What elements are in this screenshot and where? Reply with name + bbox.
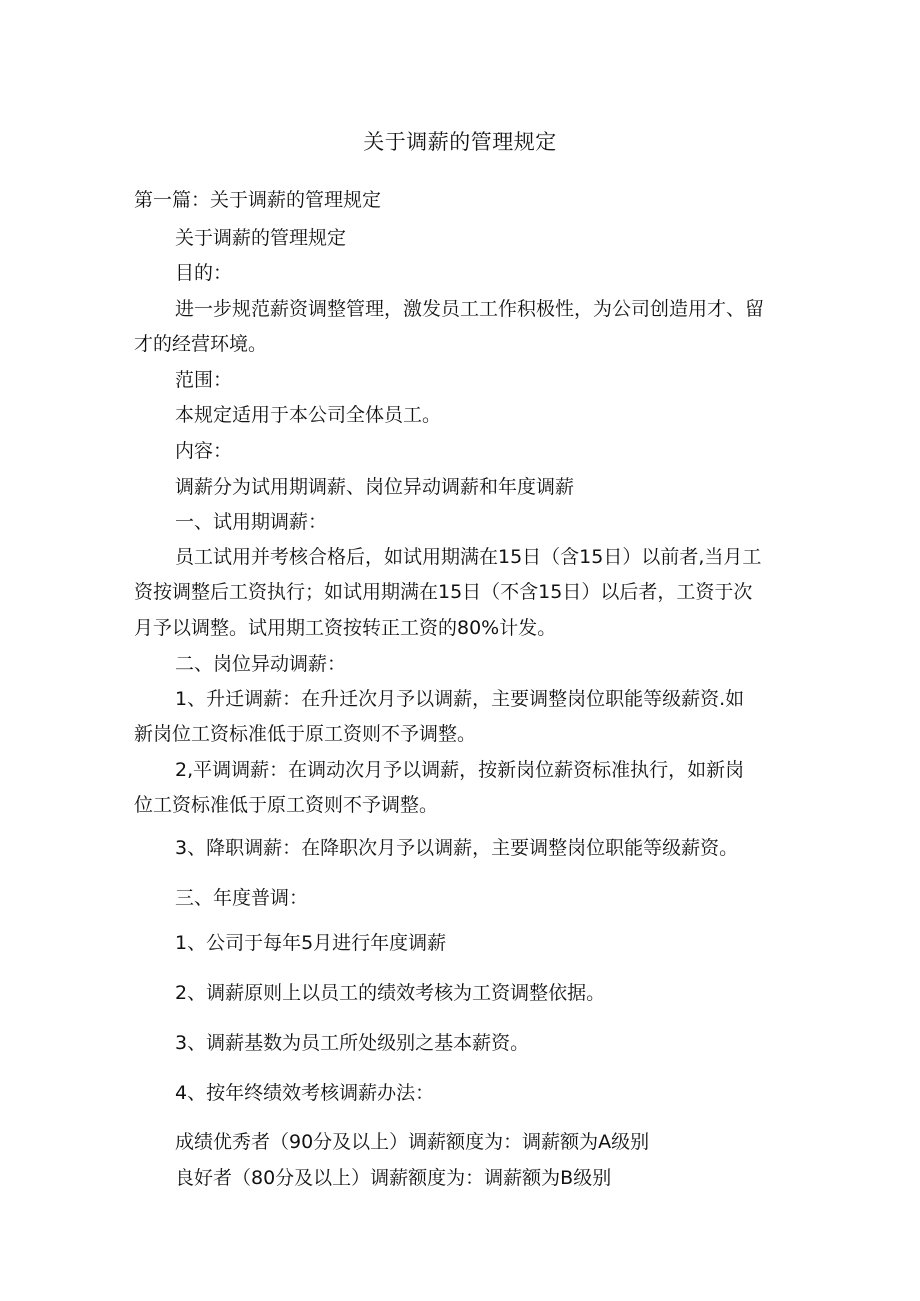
transfer-text-line-1: 2,平调调薪：在调动次月予以调薪，按新岗位薪资标准执行，如新岗 xyxy=(175,759,745,781)
probation-text-line-2: 资按调整后工资执行；如试用期满在15日（不含15日）以后者，工资于次 xyxy=(134,581,753,603)
probation-text-line-3: 月予以调整。试用期工资按转正工资的80%计发。 xyxy=(134,617,557,639)
scope-label: 范围： xyxy=(175,369,233,391)
annual-item-1: 1、公司于每年5月进行年度调薪 xyxy=(175,932,447,954)
grade-good: 良好者（80分及以上）调薪额度为：调薪额为B级别 xyxy=(175,1167,612,1189)
promotion-text-line-1: 1、升迁调薪：在升迁次月予以调薪，主要调整岗位职能等级薪资.如 xyxy=(175,688,745,710)
chapter-heading: 第一篇：关于调薪的管理规定 xyxy=(134,189,382,211)
annual-item-3: 3、调薪基数为员工所处级别之基本薪资。 xyxy=(175,1032,530,1054)
section-heading: 关于调薪的管理规定 xyxy=(175,227,347,249)
promotion-text-line-2: 新岗位工资标准低于原工资则不予调整。 xyxy=(134,723,477,745)
annual-item-2: 2、调薪原则上以员工的绩效考核为工资调整依据。 xyxy=(175,982,606,1004)
purpose-label: 目的： xyxy=(175,262,233,284)
content-label: 内容： xyxy=(175,440,233,462)
position-change-heading: 二、岗位异动调薪： xyxy=(175,653,347,675)
purpose-text-line-2: 才的经营环境。 xyxy=(134,333,268,355)
purpose-text-line-1: 进一步规范薪资调整管理，激发员工工作积极性，为公司创造用才、留 xyxy=(175,298,765,320)
document-title: 关于调薪的管理规定 xyxy=(363,130,557,154)
content-intro: 调薪分为试用期调薪、岗位异动调薪和年度调薪 xyxy=(175,476,575,498)
annual-item-4: 4、按年终绩效考核调薪办法： xyxy=(175,1082,435,1104)
probation-text-line-1: 员工试用并考核合格后，如试用期满在15日（含15日）以前者,当月工 xyxy=(175,546,762,568)
transfer-text-line-2: 位工资标准低于原工资则不予调整。 xyxy=(134,794,439,816)
annual-adjust-heading: 三、年度普调： xyxy=(175,887,309,909)
demotion-text: 3、降职调薪：在降职次月予以调薪，主要调整岗位职能等级薪资。 xyxy=(175,837,739,859)
probation-heading: 一、试用期调薪： xyxy=(175,511,328,533)
scope-text: 本规定适用于本公司全体员工。 xyxy=(175,404,442,426)
grade-excellent: 成绩优秀者（90分及以上）调薪额度为：调薪额为A级别 xyxy=(175,1131,650,1153)
